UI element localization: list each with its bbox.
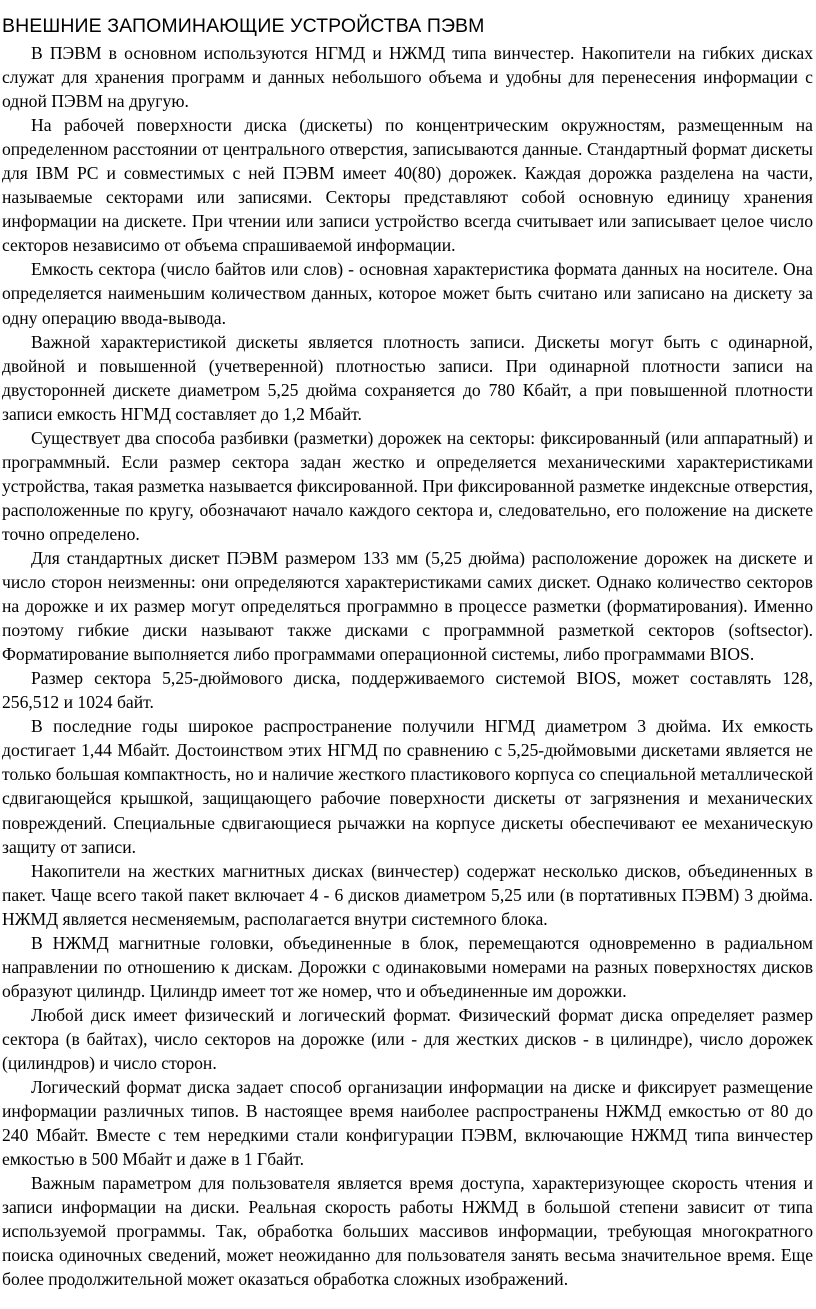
paragraph-5: Существует два способа разбивки (разметки) дорожек на секторы: фиксированный (или аппаратный) и программный. Если размер сектора задан жестко и определяется механическими характеристиками устройства, такая разметка называется фиксированной. При фиксированной разметке индексные отверстия, расположенные по кругу, обозначают начало каждого сектора и, следовательно, его положение на дискете точно определено. bbox=[2, 427, 813, 544]
paragraph-13: Важным параметром для пользователя является время доступа, характеризующее скорость чтения и записи информации на диски. Реальная скорость работы НЖМД в большой степени зависит от типа используемой программы. Так, обработка больших массивов информации, требующая многократного поиска одиночных сведений, может неожиданно для пользователя занять весьма значительное время. Еще более продолжительной может оказаться обработка сложных изображений. bbox=[2, 1173, 813, 1290]
paragraph-12: Логический формат диска задает способ организации информации на диске и фиксирует размещение информации различных типов. В настоящее время наиболее распространены НЖМД емкостью от 80 до 240 Мбайт. Вместе с тем нередкими стали конфигурации ПЭВМ, включающие НЖМД типа винчестер емкостью в 500 Мбайт и даже в 1 Гбайт. bbox=[2, 1077, 813, 1170]
paragraph-11: Любой диск имеет физический и логический формат. Физический формат диска определяет размер сектора (в байтах), число секторов на дорожке (или - для жестких дисков - в цилиндре), число дорожек (цилиндров) и число сторон. bbox=[2, 1004, 813, 1073]
paragraph-3: Емкость сектора (число байтов или слов) - основная характеристика формата данных на носителе. Она определяется наименьшим количеством данных, которое может быть считано или записано на дискету за одну операцию ввода-вывода. bbox=[2, 259, 813, 328]
paragraph-1: В ПЭВМ в основном используются НГМД и НЖМД типа винчестер. Накопители на гибких дисках служат для хранения программ и данных небольшого объема и удобны для перенесения информации с одной ПЭВМ на другую. bbox=[2, 43, 813, 112]
document-page bbox=[2, 14, 813, 1291]
paragraph-8: В последние годы широкое распространение получили НГМД диаметром 3 дюйма. Их емкость достигает 1,44 Мбайт. Достоинством этих НГМД по сравнению с 5,25-дюймовыми дискетами является не только большая компактность, но и наличие жесткого пластикового корпуса со специальной металлической сдвигающейся крышкой, защищающего рабочие поверхности дискеты от загрязнения и механических повреждений. Специальные сдвигающиеся рычажки на корпусе дискеты обеспечивают ее механическую защиту от записи. bbox=[2, 716, 813, 857]
paragraph-2: На рабочей поверхности диска (дискеты) по концентрическим окружностям, размещенным на определенном расстоянии от центрального отверстия, записываются данные. Стандартный формат дискеты для IBM PC и совместимых с ней ПЭВМ имеет 40(80) дорожек. Каждая дорожка разделена на части, называемые секторами или записями. Секторы представляют собой основную единицу хранения информации на дискете. При чтении или записи устройство всегда считывает или записывает целое число секторов независимо от объема спрашиваемой информации. bbox=[2, 115, 813, 256]
paragraph-4: Важной характеристикой дискеты является плотность записи. Дискеты могут быть с одинарной, двойной и повышенной (учетверенной) плотностью записи. При одинарной плотности записи на двусторонней дискете диаметром 5,25 дюйма сохраняется до 780 Кбайт, а при повышенной плотности записи емкость НГМД составляет до 1,2 Мбайт. bbox=[2, 331, 813, 424]
document-title: ВНЕШНИЕ ЗАПОМИНАЮЩИЕ УСТРОЙСТВА ПЭВМ bbox=[2, 15, 485, 37]
paragraph-7: Размер сектора 5,25-дюймового диска, поддерживаемого системой BIOS, может составлять 128, 256,512 и 1024 байт. bbox=[2, 668, 813, 713]
paragraph-6: Для стандартных дискет ПЭВМ размером 133 мм (5,25 дюйма) расположение дорожек на дискете и число сторон неизменны: они определяются характеристиками самих дискет. Однако количество секторов на дорожке и их размер могут определяться программно в процессе разметки (форматирования). Именно поэтому гибкие диски называют также дисками с программной разметкой секторов (softsector). Форматирование выполняется либо программами операционной системы, либо программами BIOS. bbox=[2, 547, 813, 665]
paragraph-10: В НЖМД магнитные головки, объединенные в блок, перемещаются одновременно в радиальном направлении по отношению к дискам. Дорожки с одинаковыми номерами на разных поверхностях дисков образуют цилиндр. Цилиндр имеет тот же номер, что и объединенные им дорожки. bbox=[2, 932, 813, 1001]
paragraph-9: Накопители на жестких магнитных дисках (винчестер) содержат несколько дисков, объединенных в пакет. Чаще всего такой пакет включает 4 - 6 дисков диаметром 5,25 или (в портативных ПЭВМ) 3 дюйма. НЖМД является несменяемым, располагается внутри системного блока. bbox=[2, 860, 813, 929]
